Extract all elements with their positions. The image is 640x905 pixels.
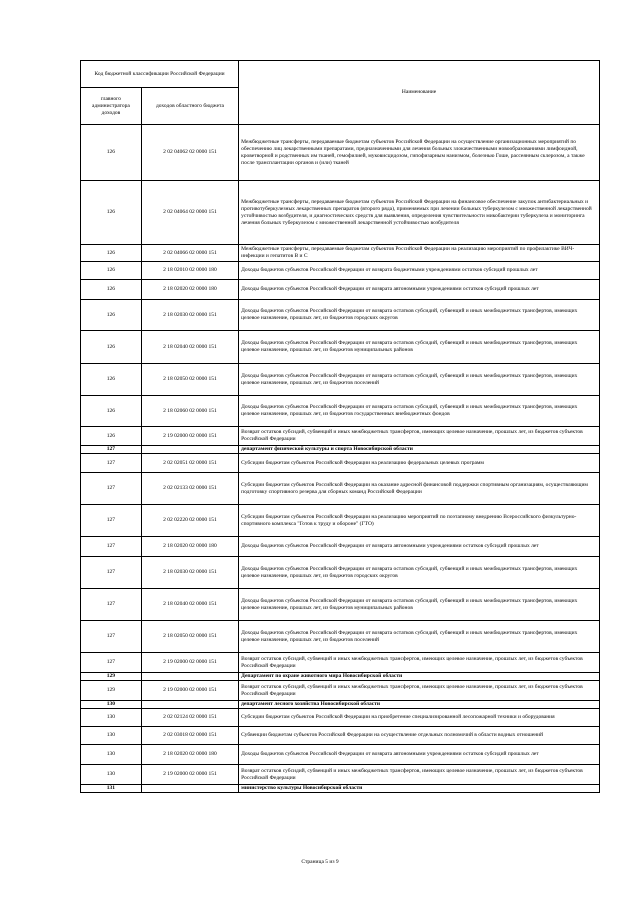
kbk-header: Код бюджетной классификации Российской Федерации (81, 61, 239, 88)
name-cell: министерство культуры Новосибирской области (239, 785, 600, 793)
admin-code-cell: 127 (81, 454, 142, 473)
page-number: Страница 5 из 9 (301, 859, 339, 865)
name-cell: Доходы бюджетов субъектов Российской Федерации от возврата остатков субсидий, субвенций и иных межбюджетных трансфертов, имеющих целевое назначение, прошлых лет, из бюджетов муниципальных районов (239, 589, 600, 621)
name-cell: Субвенции бюджетам субъектов Российской Федерации на осуществление отдельных полномочий в области водных отношений (239, 727, 600, 745)
table-row (81, 454, 600, 473)
table-row (81, 765, 600, 785)
admin-code-cell: 126 (81, 427, 142, 446)
income-code-cell: 2 18 02060 02 0000 151 (141, 396, 238, 427)
admin-code-cell: 126 (81, 331, 142, 364)
table-row (81, 621, 600, 653)
name-cell: Возврат остатков субсидий, субвенций и иных межбюджетных трансфертов, имеющих целевое назначение, прошлых лет, из бюджетов субъектов Российской Федерации (239, 765, 600, 785)
name-cell: департамент лесного хозяйства Новосибирской области (239, 701, 600, 709)
admin-code-cell: 130 (81, 709, 142, 727)
department-row (81, 446, 600, 454)
admin-code-cell: 127 (81, 446, 142, 454)
income-code-cell: 2 18 02040 02 0000 151 (141, 589, 238, 621)
admin-code-cell: 127 (81, 537, 142, 557)
table-row (81, 589, 600, 621)
table-row (81, 557, 600, 589)
department-row (81, 701, 600, 709)
income-header: доходов областного бюджета (141, 88, 238, 125)
table-row (81, 280, 600, 300)
income-code-cell: 2 18 02050 02 0000 151 (141, 621, 238, 653)
name-cell: Доходы бюджетов субъектов Российской Федерации от возврата автономными учреждениями остатков субсидий прошлых лет (239, 745, 600, 765)
admin-code-cell: 126 (81, 280, 142, 300)
table-row (81, 473, 600, 505)
name-cell: Доходы бюджетов субъектов Российской Федерации от возврата бюджетными учреждениями остатков субсидий прошлых лет (239, 262, 600, 280)
admin-code-cell: 130 (81, 701, 142, 709)
income-code-cell (141, 446, 238, 454)
admin-code-cell: 130 (81, 745, 142, 765)
table-header-row (81, 61, 600, 88)
admin-code-cell: 127 (81, 621, 142, 653)
income-code-cell: 2 19 02000 02 0000 151 (141, 427, 238, 446)
admin-code-cell: 127 (81, 589, 142, 621)
name-cell: Субсидии бюджетам субъектов Российской Федерации на оказание адресной финансовой поддержки спортивным организациям, осуществляющим подготовку спортивного резерва для сборных команд Российской Федерации (239, 473, 600, 505)
income-code-cell: 2 02 03018 02 0000 151 (141, 727, 238, 745)
admin-code-cell: 127 (81, 505, 142, 537)
income-code-cell (141, 701, 238, 709)
income-code-cell: 2 18 02020 02 0000 180 (141, 745, 238, 765)
name-cell: Департамент по охране животного мира Новосибирской области (239, 673, 600, 681)
admin-code-cell: 126 (81, 300, 142, 331)
admin-code-cell: 130 (81, 727, 142, 745)
name-cell: Возврат остатков субсидий, субвенций и иных межбюджетных трансфертов, имеющих целевое назначение, прошлых лет, из бюджетов субъектов Российской Федерации (239, 653, 600, 673)
table-row (81, 427, 600, 446)
income-code-cell: 2 18 02040 02 0000 151 (141, 331, 238, 364)
name-cell: Субсидии бюджетам субъектов Российской Федерации на реализацию мероприятий по поэтапному внедрению Всероссийского физкультурно-спортивного комплекса "Готов к труду и обороне" (ГТО) (239, 505, 600, 537)
name-cell: Межбюджетные трансферты, передаваемые бюджетам субъектов Российской Федерации на финансовое обеспечение закупок антибактериальных и противотуберкулезных лекарственных препаратов (второго ряда), применяемых при лечении больных туберкулезом с множественной лекарственной устойчивостью возбудителя, и диагностических средств для выявления, определения чувствительности микобактерии туберкулеза и мониторинга лечения больных туберкулезом с множественной лекарственной устойчивостью возбудителя (239, 181, 600, 245)
income-code-cell: 2 02 02124 02 0000 151 (141, 709, 238, 727)
income-code-cell (141, 785, 238, 793)
table-row (81, 245, 600, 262)
admin-code-cell: 129 (81, 673, 142, 681)
table-row (81, 537, 600, 557)
name-cell: Межбюджетные трансферты, передаваемые бюджетам субъектов Российской Федерации на реализацию мероприятий по профилактике ВИЧ-инфекции и гепатитов B и C (239, 245, 600, 262)
table-row (81, 709, 600, 727)
income-code-cell: 2 02 04064 02 0000 151 (141, 181, 238, 245)
name-cell: Доходы бюджетов субъектов Российской Федерации от возврата остатков субсидий, субвенций и иных межбюджетных трансфертов, имеющих целевое назначение, прошлых лет, из бюджетов муниципальных районов (239, 331, 600, 364)
name-cell: Доходы бюджетов субъектов Российской Федерации от возврата остатков субсидий, субвенций и иных межбюджетных трансфертов, имеющих целевое назначение, прошлых лет, из бюджетов городских округов (239, 300, 600, 331)
income-code-cell: 2 18 02030 02 0000 151 (141, 300, 238, 331)
name-cell: Возврат остатков субсидий, субвенций и иных межбюджетных трансфертов, имеющих целевое назначение, прошлых лет, из бюджетов субъектов Российской Федерации (239, 427, 600, 446)
table-row (81, 505, 600, 537)
admin-code-cell: 127 (81, 557, 142, 589)
admin-code-cell: 126 (81, 181, 142, 245)
table-row (81, 745, 600, 765)
admin-code-cell: 130 (81, 765, 142, 785)
table-body (81, 125, 600, 793)
budget-classification-table (80, 60, 600, 793)
table-row (81, 331, 600, 364)
income-code-cell: 2 02 02133 02 0000 151 (141, 473, 238, 505)
name-header: Наименование (239, 61, 600, 125)
name-cell: Доходы бюджетов субъектов Российской Федерации от возврата остатков субсидий, субвенций и иных межбюджетных трансфертов, имеющих целевое назначение, прошлых лет, из бюджетов городских округов (239, 557, 600, 589)
table-row (81, 653, 600, 673)
income-code-cell: 2 19 02000 02 0000 151 (141, 653, 238, 673)
name-cell: Доходы бюджетов субъектов Российской Федерации от возврата автономными учреждениями остатков субсидий прошлых лет (239, 537, 600, 557)
income-code-cell: 2 19 02000 02 0000 151 (141, 765, 238, 785)
income-code-cell: 2 18 02020 02 0000 180 (141, 537, 238, 557)
name-cell: Субсидии бюджетам субъектов Российской Федерации на приобретение специализированной лесопожарной техники и оборудования (239, 709, 600, 727)
income-code-cell: 2 18 02030 02 0000 151 (141, 557, 238, 589)
admin-code-cell: 126 (81, 396, 142, 427)
name-cell: Доходы бюджетов субъектов Российской Федерации от возврата автономными учреждениями остатков субсидий прошлых лет (239, 280, 600, 300)
income-code-cell (141, 673, 238, 681)
admin-header: главного администратора доходов (81, 88, 142, 125)
department-row (81, 673, 600, 681)
income-code-cell: 2 18 02050 02 0000 151 (141, 364, 238, 396)
name-cell: Доходы бюджетов субъектов Российской Федерации от возврата остатков субсидий, субвенций и иных межбюджетных трансфертов, имеющих целевое назначение, прошлых лет, из бюджетов поселений (239, 364, 600, 396)
admin-code-cell: 127 (81, 473, 142, 505)
income-code-cell: 2 02 02220 02 0000 151 (141, 505, 238, 537)
table-row (81, 262, 600, 280)
admin-code-cell: 131 (81, 785, 142, 793)
income-code-cell: 2 02 04066 02 0000 151 (141, 245, 238, 262)
table-row (81, 125, 600, 181)
table-row (81, 364, 600, 396)
table-row (81, 396, 600, 427)
table-row (81, 300, 600, 331)
department-row (81, 785, 600, 793)
income-code-cell: 2 18 02020 02 0000 180 (141, 280, 238, 300)
name-cell: департамент физической культуры и спорта Новосибирской области (239, 446, 600, 454)
admin-code-cell: 126 (81, 125, 142, 181)
name-cell: Межбюджетные трансферты, передаваемые бюджетам субъектов Российской Федерации на осуществление организационных мероприятий по обеспечению лиц лекарственными препаратами, предназначенными для лечения больных злокачественными новообразованиями лимфоидной, кроветворной и родственных им тканей, гемофилией, муковисцидозом, гипофизарным нанизмом, болезнью Гоше, рассеянным склерозом, а также после трансплантации органов и (или) тканей (239, 125, 600, 181)
name-cell: Доходы бюджетов субъектов Российской Федерации от возврата остатков субсидий, субвенций и иных межбюджетных трансфертов, имеющих целевое назначение, прошлых лет, из бюджетов государственных внебюджетных фондов (239, 396, 600, 427)
table-row (81, 727, 600, 745)
admin-code-cell: 126 (81, 364, 142, 396)
table-row (81, 181, 600, 245)
table-row (81, 681, 600, 701)
admin-code-cell: 127 (81, 653, 142, 673)
income-code-cell: 2 18 02010 02 0000 180 (141, 262, 238, 280)
income-code-cell: 2 02 04062 02 0000 151 (141, 125, 238, 181)
income-code-cell: 2 19 02000 02 0000 151 (141, 681, 238, 701)
name-cell: Субсидии бюджетам субъектов Российской Федерации на реализацию федеральных целевых программ (239, 454, 600, 473)
name-cell: Доходы бюджетов субъектов Российской Федерации от возврата остатков субсидий, субвенций и иных межбюджетных трансфертов, имеющих целевое назначение, прошлых лет, из бюджетов поселений (239, 621, 600, 653)
admin-code-cell: 126 (81, 262, 142, 280)
admin-code-cell: 129 (81, 681, 142, 701)
income-code-cell: 2 02 02051 02 0000 151 (141, 454, 238, 473)
admin-code-cell: 126 (81, 245, 142, 262)
name-cell: Возврат остатков субсидий, субвенций и иных межбюджетных трансфертов, имеющих целевое назначение, прошлых лет, из бюджетов субъектов Российской Федерации (239, 681, 600, 701)
